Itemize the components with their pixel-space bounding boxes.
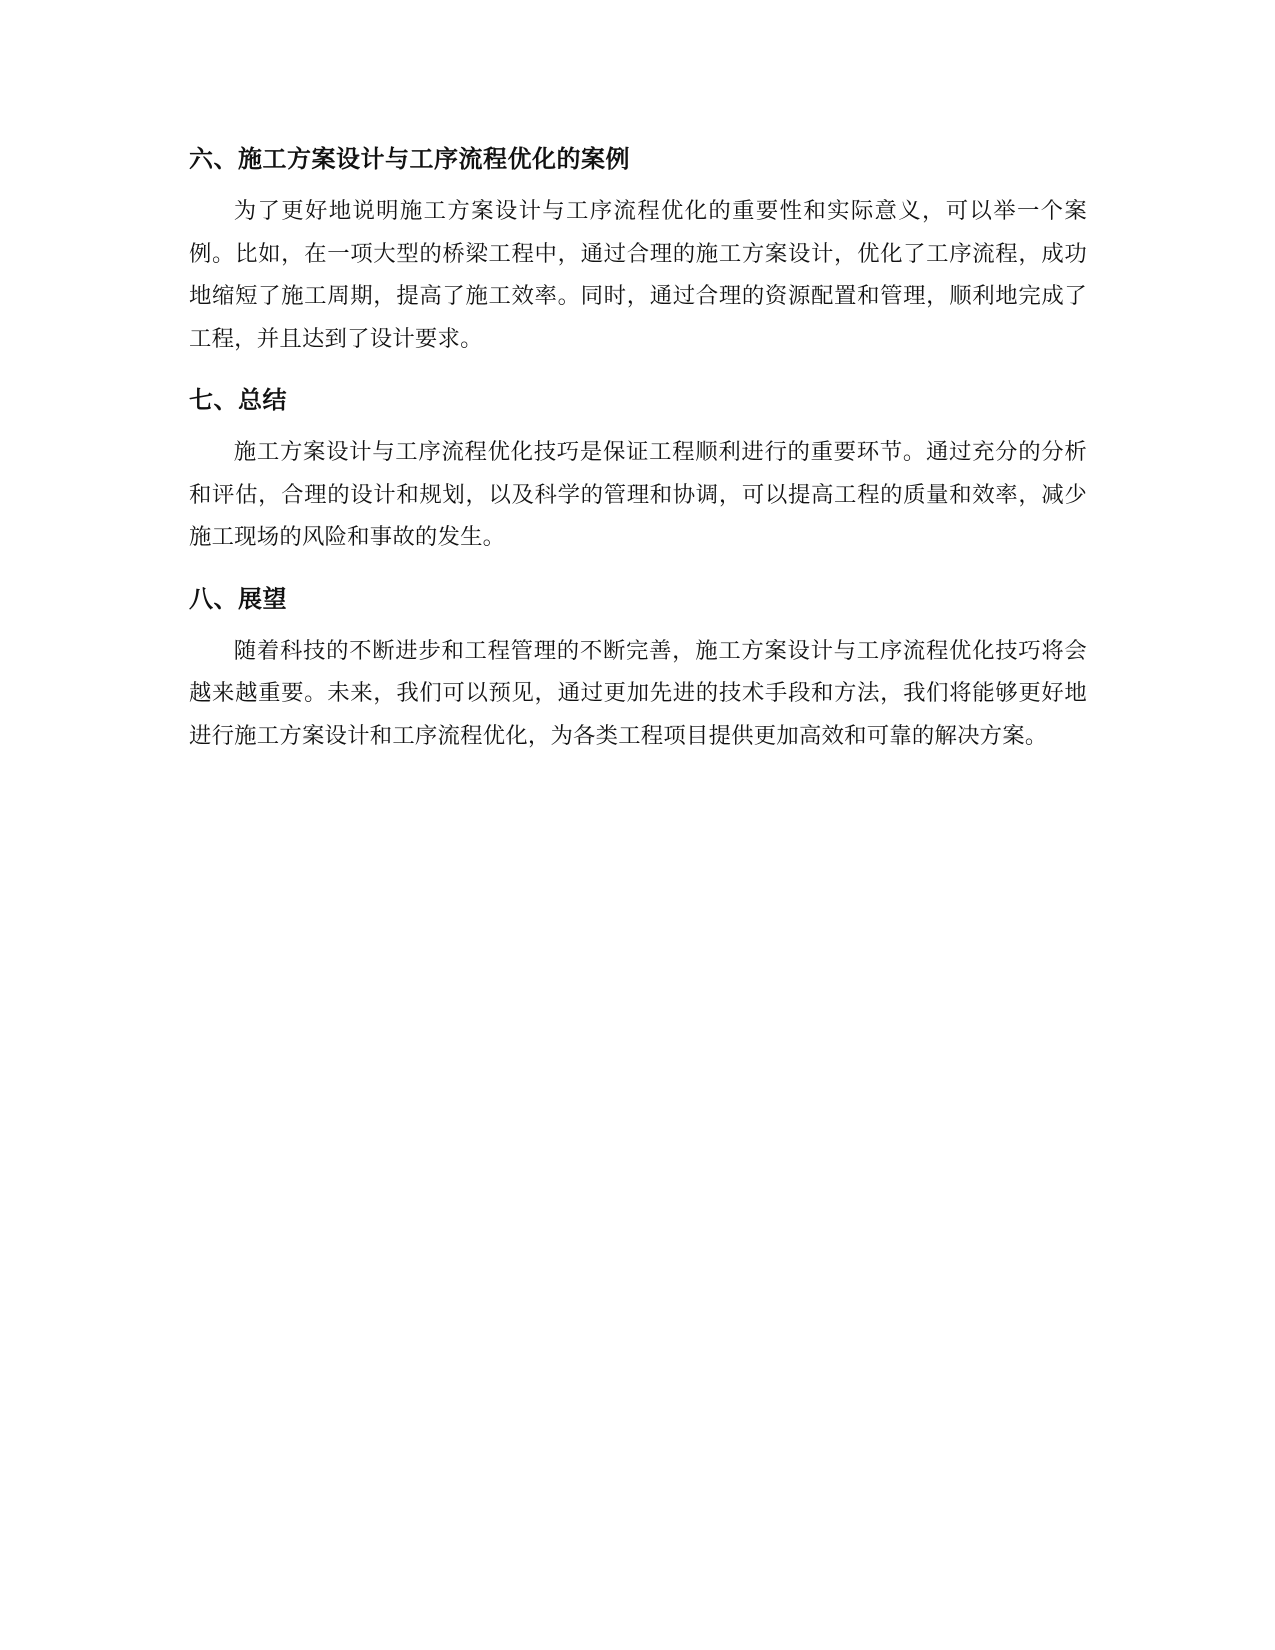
section-paragraph: 随着科技的不断进步和工程管理的不断完善，施工方案设计与工序流程优化技巧将会越来越重要。未来，我们可以预见，通过更加先进的技术手段和方法，我们将能够更好地进行施工方案设计和工序流程优化，为各类工程项目提供更加高效和可靠的解决方案。 [189,637,1087,749]
section-heading: 七、总结 [189,386,287,414]
section-case-study [189,142,1087,360]
section-heading: 六、施工方案设计与工序流程优化的案例 [189,145,630,173]
document-body [189,142,1087,780]
section-heading: 八、展望 [189,584,287,613]
section-paragraph: 施工方案设计与工序流程优化技巧是保证工程顺利进行的重要环节。通过充分的分析和评估，合理的设计和规划，以及科学的管理和协调，可以提高工程的质量和效率，减少施工现场的风险和事故的发生。 [189,439,1087,550]
section-summary [189,383,1087,559]
section-outlook [189,582,1087,758]
section-paragraph: 为了更好地说明施工方案设计与工序流程优化的重要性和实际意义，可以举一个案例。比如，在一项大型的桥梁工程中，通过合理的施工方案设计，优化了工序流程，成功地缩短了施工周期，提高了施工效率。同时，通过合理的资源配置和管理，顺利地完成了工程，并且达到了设计要求。 [189,198,1087,352]
